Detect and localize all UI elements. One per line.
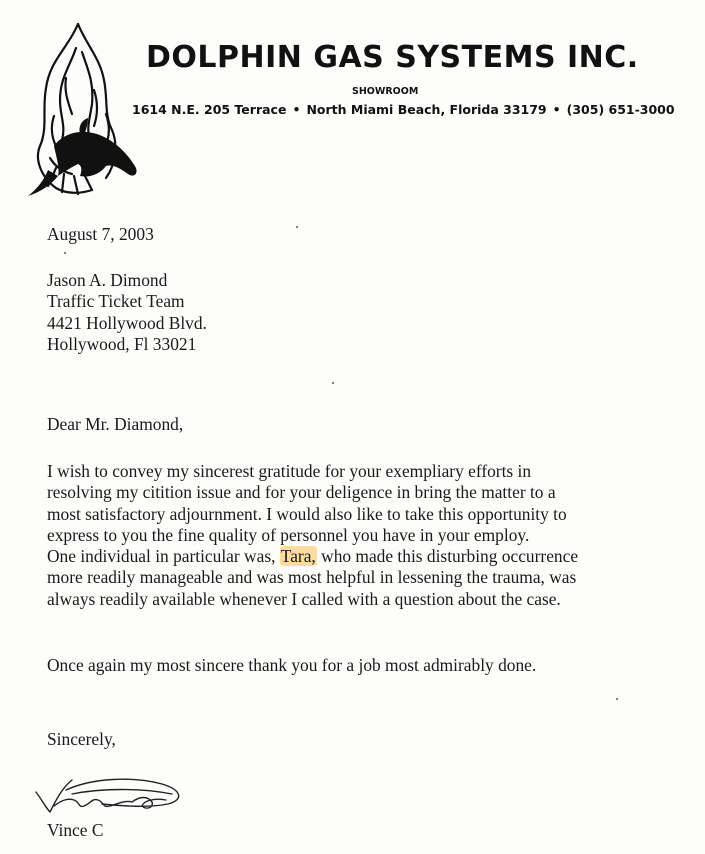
closing: Sincerely,: [47, 729, 116, 749]
letter-date: August 7, 2003: [47, 224, 154, 244]
body-line: resolving my citition issue and for your deligence in bring the matter to a: [47, 482, 556, 503]
closing-paragraph: Once again my most sincere thank you for a job most admirably done.: [47, 655, 537, 675]
company-city-state: North Miami Beach, Florida 33179: [306, 102, 547, 117]
scan-speck: [332, 382, 334, 384]
bullet-separator: •: [552, 102, 561, 117]
company-address-line: [132, 102, 675, 117]
recipient-name: Jason A. Dimond: [47, 270, 168, 290]
scan-speck: [616, 698, 618, 700]
flame-dolphin-logo-icon: [20, 18, 142, 204]
recipient-address: [47, 270, 207, 355]
bullet-separator: •: [292, 102, 301, 117]
letter-body: [47, 461, 578, 610]
scan-speck: [296, 226, 298, 228]
company-phone: (305) 651-3000: [566, 102, 675, 117]
handwritten-signature: [32, 770, 192, 818]
company-street: 1614 N.E. 205 Terrace: [132, 102, 287, 117]
recipient-street: 4421 Hollywood Blvd.: [47, 312, 207, 333]
body-line-end: who made this disturbing occurrence: [316, 546, 579, 567]
body-line: express to you the fine quality of personnel you have in your employ.: [47, 524, 530, 545]
body-line: always readily available whenever I called with a question about the case.: [47, 588, 561, 609]
salutation: Dear Mr. Diamond,: [47, 414, 184, 434]
recipient-organization: Traffic Ticket Team: [47, 291, 185, 312]
body-line-start: One individual in particular was,: [47, 546, 280, 567]
signer-name: Vince C: [47, 820, 104, 840]
showroom-label: SHOWROOM: [352, 86, 419, 97]
body-line: most satisfactory adjournment. I would also like to take this opportunity to: [47, 503, 567, 524]
body-line: I wish to convey my sincerest gratitude for your exempliary efforts in: [47, 461, 532, 481]
scan-speck: [64, 252, 66, 254]
company-name: DOLPHIN GAS SYSTEMS INC.: [146, 40, 639, 75]
recipient-city: Hollywood, Fl 33021: [47, 333, 197, 354]
body-line: more readily manageable and was most helpful in lessening the trauma, was: [47, 567, 577, 588]
body-line: [47, 546, 578, 567]
highlighted-name: Tara,: [280, 546, 316, 567]
